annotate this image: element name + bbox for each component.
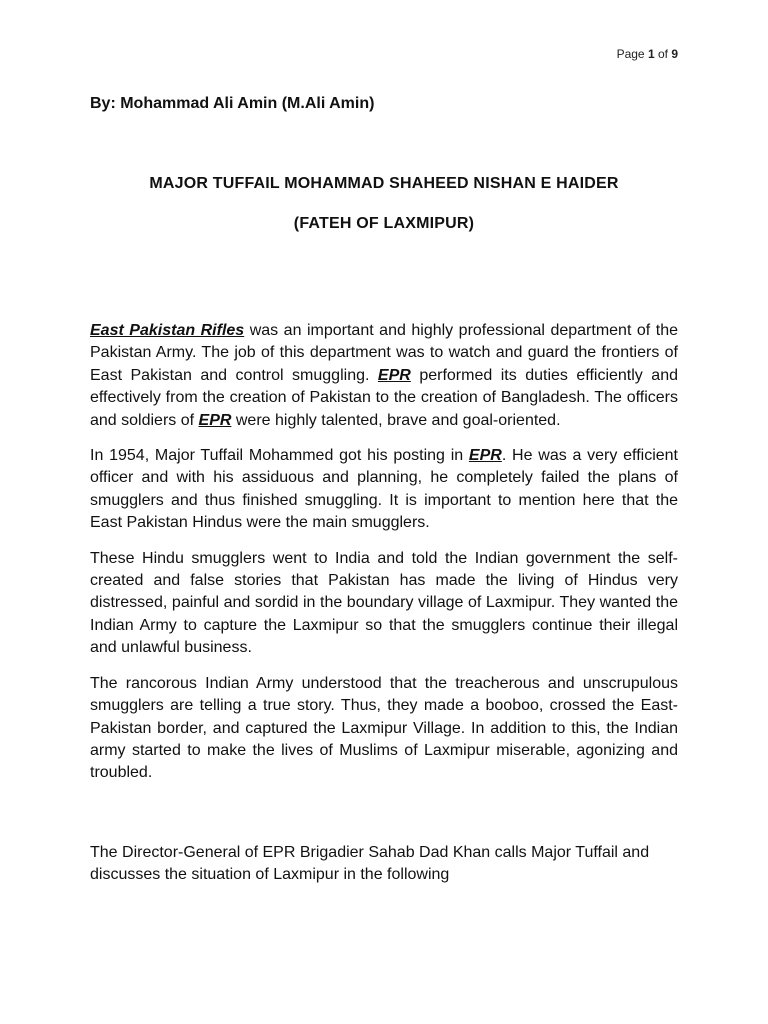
east-pakistan-rifles-link[interactable]: East Pakistan Rifles [90, 322, 245, 339]
p1-text-1: was an important and highly professional department of the Pakistan Army. The job of this department was to watch and guard the frontiers of East Pakistan and control smuggling. [90, 322, 679, 384]
epr-link[interactable]: EPR [377, 366, 411, 384]
paragraph-1 [90, 320, 678, 432]
p2-text-2: . He was a very efficient officer and with his assiduous and planning, he completely failed the plans of smugglers and thus finished smuggling. It is important to mention here that the East Pakistan Hindus were the main smugglers. [90, 447, 678, 532]
page-label: Page [616, 47, 648, 61]
author-line: By: Mohammad Ali Amin (M.Ali Amin) [90, 95, 375, 112]
page-number [617, 47, 678, 61]
p1-text-2: performed its duties efficiently and effectively from the creation of Pakistan to the creation of Bangladesh. The officers and soldiers of [90, 366, 678, 429]
p2-text-1: In 1954, Major Tuffail Mohammed got his posting in [90, 447, 469, 465]
page-sep: of [654, 47, 672, 61]
p1-text-3: were highly talented, brave and goal-oriented. [231, 411, 561, 429]
document-body [90, 320, 678, 798]
page-current: 1 [647, 47, 655, 61]
document-subtitle: (FATEH OF LAXMIPUR) [293, 215, 475, 232]
epr-link[interactable]: EPR [198, 411, 232, 429]
page-total: 9 [671, 47, 678, 61]
paragraph-4: The rancorous Indian Army understood that the treacherous and unscrupulous smugglers are telling a true story. Thus, they made a booboo, crossed the East-Pakistan border, and captured the Laxmipur Village. In addition to this, the Indian army started to make the lives of Muslims of Laxmipur miserable, agonizing and troubled. [90, 674, 678, 782]
paragraph-5: The Director-General of EPR Brigadier Sahab Dad Khan calls Major Tuffail and discusses the situation of Laxmipur in the following [90, 844, 650, 884]
paragraph-3: These Hindu smugglers went to India and told the Indian government the self-created and false stories that Pakistan has made the living of Hindus very distressed, painful and sordid in the boundary village of Laxmipur. They wanted the Indian Army to capture the Laxmipur so that the smugglers continue their illegal and unlawful business. [90, 549, 678, 657]
document-title: MAJOR TUFFAIL MOHAMMAD SHAHEED NISHAN E HAIDER [149, 175, 619, 192]
paragraph-2 [90, 445, 678, 535]
epr-link[interactable]: EPR [468, 447, 502, 465]
